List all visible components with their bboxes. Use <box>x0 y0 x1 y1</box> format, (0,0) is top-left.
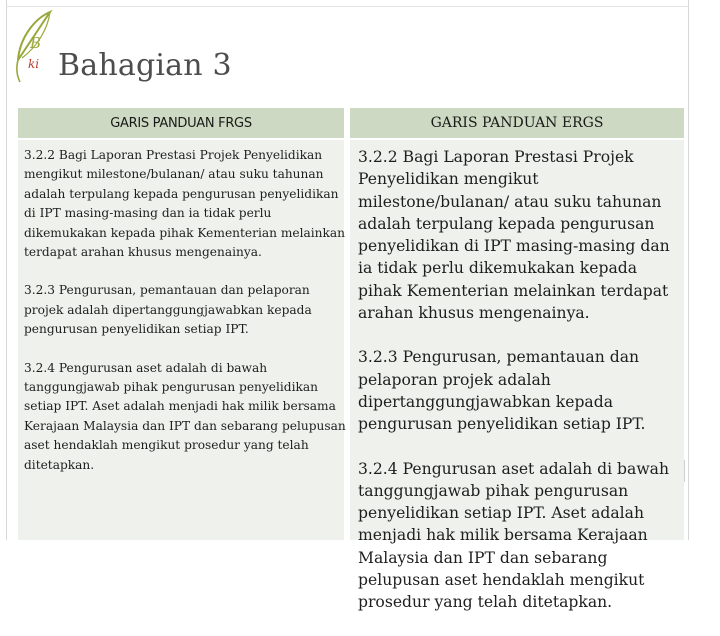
right-paragraph-3-2-2: 3.2.2 Bagi Laporan Prestasi Projek Penyelidikan mengikut milestone/bulanan/ atau suku tahunan adalah terpulang kepada pengurusan penyelidikan di IPT masing-masing dan ia tidak perlu dikemukakan kepada pihak Kementerian melainkan terdapat arahan khusus mengenainya. <box>358 148 670 323</box>
right-paragraph-3-2-3: 3.2.3 Pengurusan, pemantauan dan pelaporan projek adalah dipertanggungjawabkan kepada pengurusan penyelidikan setiap IPT. <box>358 348 646 434</box>
right-column-text <box>358 146 684 636</box>
svg-text:B: B <box>30 34 42 52</box>
frame-right-line <box>688 0 689 540</box>
left-paragraph-3-2-2: 3.2.2 Bagi Laporan Prestasi Projek Penyelidikan mengikut milestone/bulanan/ atau suku tahunan adalah terpulang kepada pengurusan penyelidikan di IPT masing-masing dan ia tidak perlu dikemukakan kepada pihak Kementerian melainkan terdapat arahan khusus mengenainya. <box>24 148 346 260</box>
frame-left-line <box>6 0 7 540</box>
left-column-heading: GARIS PANDUAN FRGS <box>18 108 344 138</box>
left-column-text <box>24 146 346 494</box>
left-paragraph-3-2-3: 3.2.3 Pengurusan, pemantauan dan pelaporan projek adalah dipertanggungjawabkan kepada pengurusan penyelidikan setiap IPT. <box>24 283 312 337</box>
frame-top-line <box>6 6 689 7</box>
frame-right-tick <box>684 460 693 482</box>
right-paragraph-3-2-4: 3.2.4 Pengurusan aset adalah di bawah tanggungjawab pihak pengurusan penyelidikan setiap IPT. Aset adalah menjadi hak milik bersama Kerajaan Malaysia dan IPT dan sebarang pelupusan aset hendaklah mengikut prosedur yang telah ditetapkan. <box>358 459 670 612</box>
page-title: Bahagian 3 <box>58 48 232 83</box>
right-column-heading: GARIS PANDUAN ERGS <box>350 108 684 138</box>
left-paragraph-3-2-4: 3.2.4 Pengurusan aset adalah di bawah tanggungjawab pihak pengurusan penyelidikan setiap IPT. Aset adalah menjadi hak milik bersama Kerajaan Malaysia dan IPT dan sebarang pelupusan aset hendaklah mengikut prosedur yang telah ditetapkan. <box>24 360 346 472</box>
svg-text:ki: ki <box>28 57 40 71</box>
